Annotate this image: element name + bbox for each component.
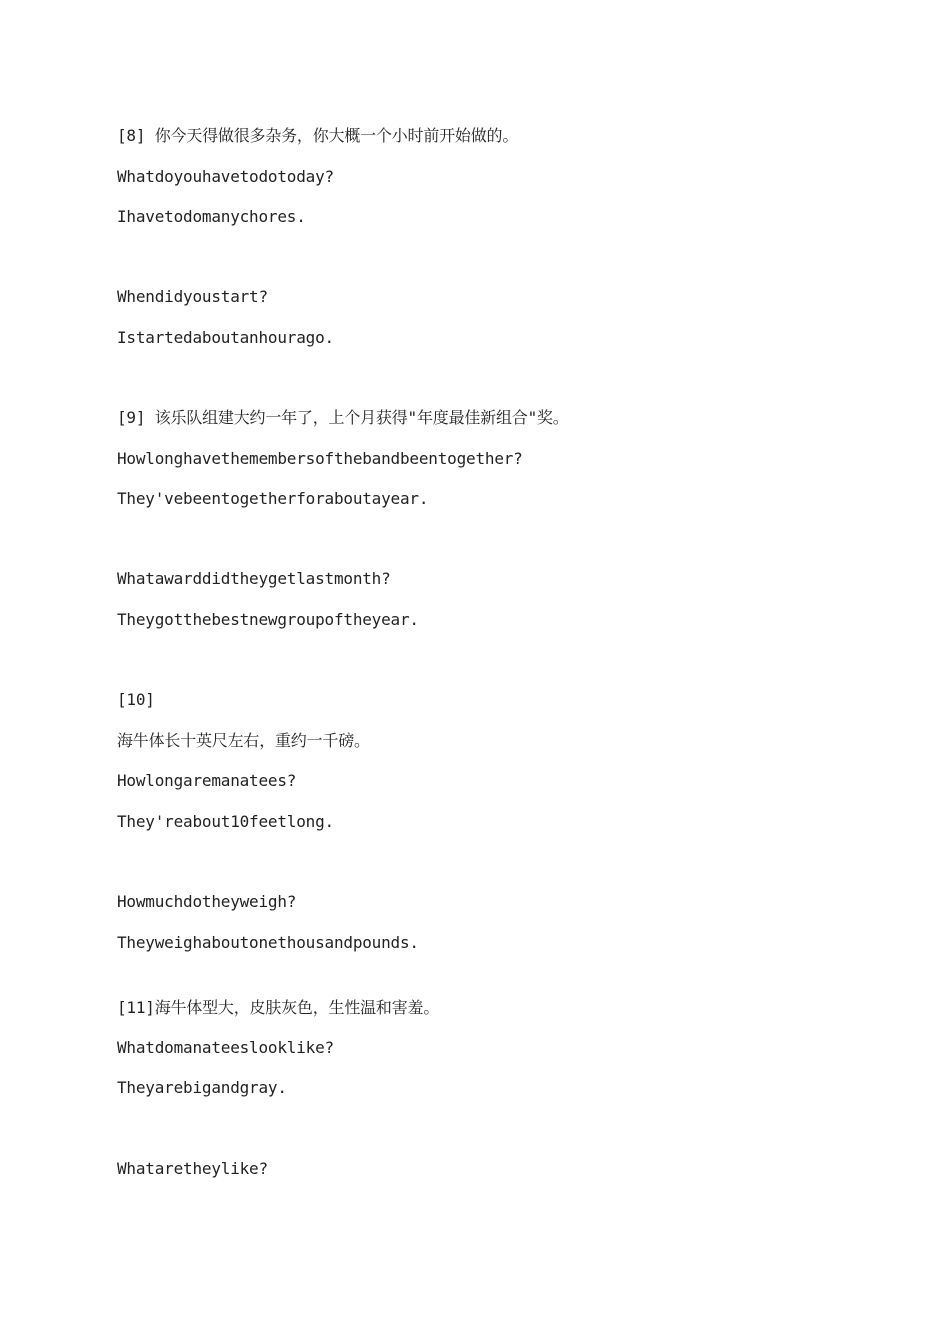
answer-line: They'reabout10feetlong. [117, 812, 334, 831]
question-line: Whatdoyouhavetodotoday? [117, 167, 334, 186]
item-10-heading: 海牛体长十英尺左右，重约一千磅。 [117, 731, 370, 750]
question-line: Howmuchdotheyweigh? [117, 892, 297, 911]
question-line: Whataretheylike? [117, 1159, 268, 1178]
answer-line: They'vebeentogetherforaboutayear. [117, 489, 429, 508]
answer-line: Istartedaboutanhourago. [117, 328, 334, 347]
item-11-heading: [11]海牛体型大，皮肤灰色，生性温和害羞。 [117, 998, 440, 1017]
answer-line: Theyweighaboutonethousandpounds. [117, 933, 419, 952]
answer-line: Theygotthebestnewgroupoftheyear. [117, 610, 419, 629]
item-9-heading: [9] 该乐队组建大约一年了，上个月获得"年度最佳新组合"奖。 [117, 408, 569, 427]
answer-line: Theyarebigandgray. [117, 1078, 287, 1097]
question-line: Whatawarddidtheygetlastmonth? [117, 569, 391, 588]
question-line: Howlongaremanatees? [117, 771, 297, 790]
question-line: Whendidyoustart? [117, 287, 268, 306]
question-line: Howlonghavethemembersofthebandbeentogether? [117, 449, 523, 468]
question-line: Whatdomanateeslooklike? [117, 1038, 334, 1057]
item-8-heading: [8] 你今天得做很多杂务，你大概一个小时前开始做的。 [117, 126, 519, 145]
answer-line: Ihavetodomanychores. [117, 207, 306, 226]
item-10-number: [10] [117, 690, 155, 709]
